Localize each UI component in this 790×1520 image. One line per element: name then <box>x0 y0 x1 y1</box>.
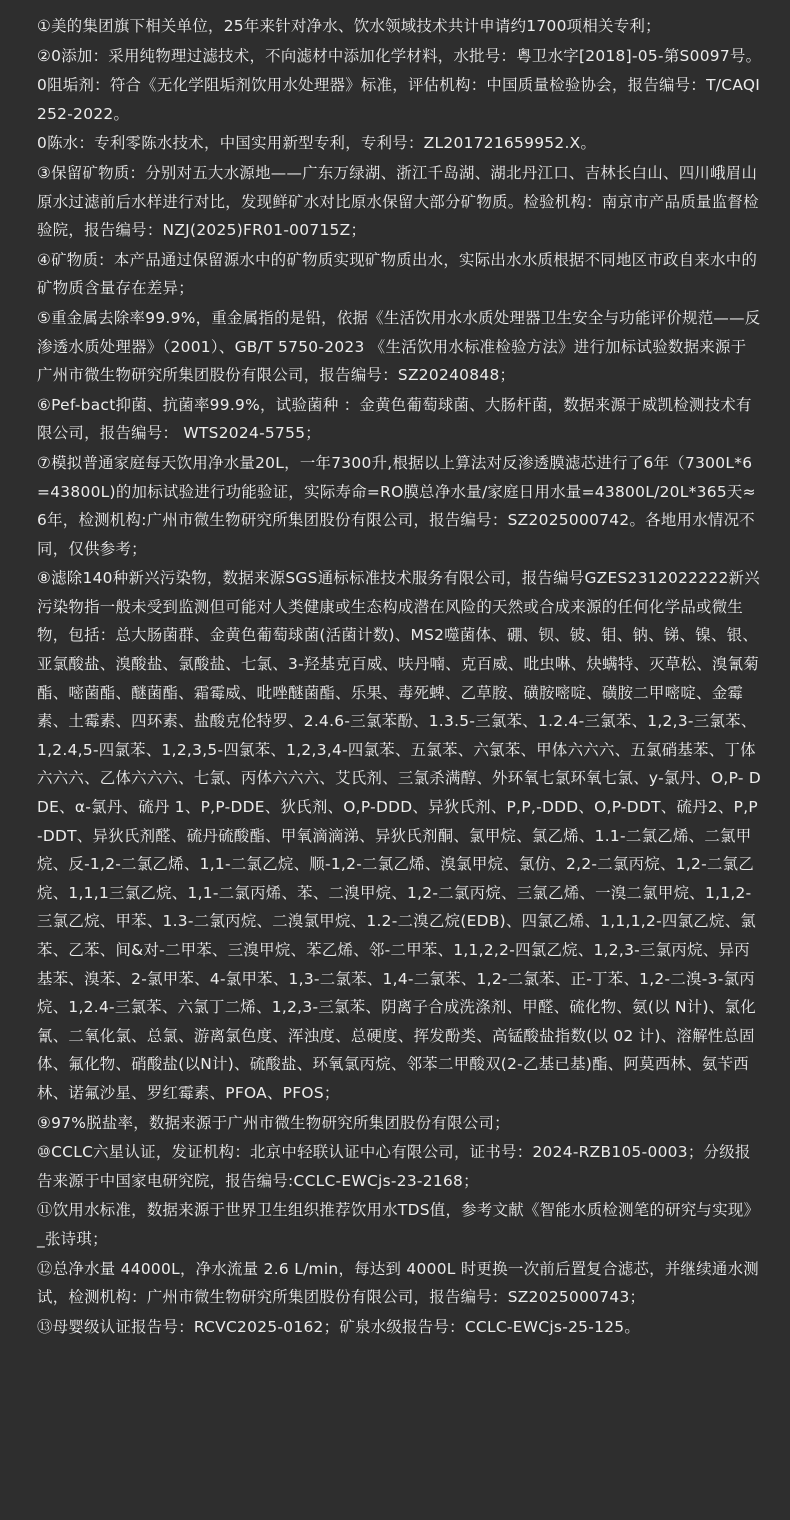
footnote-zero-scale-inhibitor: 0阻垢剂：符合《无化学阻垢剂饮用水处理器》标准，评估机构：中国质量检验协会，报告编号：T/CAQI252-2022。 <box>37 76 761 123</box>
footnote-4-minerals: ④矿物质：本产品通过保留源水中的矿物质实现矿物质出水，实际出水水质根据不同地区市政自来水中的矿物质含量存在差异； <box>37 250 758 298</box>
footnote-8-emerging-contaminants: ⑧滤除140种新兴污染物，数据来源SGS通标标准技术服务有限公司，报告编号GZES2312022222新兴污染物指一般未受到监测但可能对人类健康或生态构成潜在风险的天然或合成来源的任何化学品或微生物，包括：总大肠菌群、金黄色葡萄球菌(活菌计数)、MS2噬菌体、硼、钡、铍、钼、钠、锑、镍、银、亚氯酸盐、溴酸盐、氯酸盐、七氯、3-羟基克百威、呋丹喃、克百威、吡虫啉、炔螨特、灭草松、溴氰菊酯、嘧菌酯、醚菌酯、霜霉威、吡唑醚菌酯、乐果、毒死蜱、乙草胺、磺胺嘧啶、磺胺二甲嘧啶、金霉素、土霉素、四环素、盐酸克伦特罗、2.4.6-三氯苯酚、1.3.5-三氯苯、1.2.4-三氯苯、1,2,3-三氯苯、1,2.4,5-四氯苯、1,2,3,5-四氯苯、1,2,3,4-四氯苯、五氯苯、六氯苯、甲体六六六、五氯硝基苯、丁体六六六、乙体六六六、七氯、丙体六六六、艾氏剂、三氯杀满醇、外环氧七氯环氧七氯、y-氯丹、O,P- DDE、α-氯丹、硫丹 1、P,P-DDE、狄氏剂、O,P-DDD、异狄氏剂、P,P,-DDD、O,P-DDT、硫丹2、P,P-DDT、异狄氏剂醛、硫丹硫酸酯、甲氧滴滴涕、异狄氏剂酮、氯甲烷、氯乙烯、1.1-二氯乙烯、二氯甲烷、反-1,2-二氯乙烯、1,1-二氯乙烷、顺-1,2-二氯乙烯、溴氯甲烷、氯仿、2,2-二氯丙烷、1,2-二氯乙烷、1,1,1三氯乙烷、1,1-二氯丙烯、苯、二溴甲烷、1,2-二氯丙烷、三氯乙烯、一溴二氯甲烷、1,1,2-三氯乙烷、甲苯、1.3-二氯丙烷、二溴氯甲烷、1.2-二溴乙烷(EDB)、四氯乙烯、1,1,1,2-四氯乙烷、氯苯、乙苯、间&对-二甲苯、三溴甲烷、苯乙烯、邻-二甲苯、1,1,2,2-四氯乙烷、1,2,3-三氯丙烷、异丙基苯、溴苯、2-氯甲苯、4-氯甲苯、1,3-二氯苯、1,4-二氯苯、1,2-二氯苯、正-丁苯、1,2-二溴-3-氯丙烷、1,2.4-三氯苯、六氯丁二烯、1,2,3-三氯苯、阴离子合成洗涤剂、甲醛、硫化物、氨(以 N计)、氯化氰、二氧化氯、总氯、游离氯色度、浑浊度、总硬度、挥发酚类、高锰酸盐指数(以 02 计)、溶解性总固体、氟化物、硝酸盐(以N计)、硫酸盐、环氧氯丙烷、邻苯二甲酸双(2-乙基已基)酯、阿莫西林、氨苄西林、诺氟沙星、罗红霉素、PFOA、PFOS； <box>37 569 762 1102</box>
footnote-10-cclc-certification: ⑩CCLC六星认证，发证机构：北京中轻联认证中心有限公司，证书号：2024-RZB105-0003；分级报告来源于中国家电研究院，报告编号:CCLC-EWCjs-23-2168； <box>37 1143 751 1190</box>
footnote-1-patents: ①美的集团旗下相关单位，25年来针对净水、饮水领域技术共计申请约1700项相关专利； <box>37 17 661 35</box>
footnote-12-total-water-volume: ⑫总净水量 44000L，净水流量 2.6 L/min，每达到 4000L 时更换一次前后置复合滤芯，并继续通水测试，检测机构：广州市微生物研究所集团股份有限公司，报告编号：SZ2025000743； <box>37 1259 759 1307</box>
footnote-2-zero-additive: ②0添加：采用纯物理过滤技术，不向滤材中添加化学材料，水批号：粤卫水字[2018]-05-第S0097号。 <box>37 46 762 65</box>
footnote-7-filter-lifespan: ⑦模拟普通家庭每天饮用净水量20L，一年7300升,根据以上算法对反渗透膜滤芯进行了6年（7300L*6=43800L)的加标试验进行功能验证，实际寿命=RO膜总净水量/家庭日用水量=43800L/20L*365天≈6年，检测机构:广州市微生物研究所集团股份有限公司，报告编号：SZ2025000742。各地用水情况不同，仅供参考； <box>37 453 756 558</box>
footnote-13-certification-reports: ⑬母婴级认证报告号：RCVC2025-0162；矿泉水级报告号：CCLC-EWCjs-25-125。 <box>37 1317 641 1336</box>
footnote-zero-stale-water: 0陈水：专利零陈水技术，中国实用新型专利，专利号：ZL201721659952.X。 <box>37 134 597 153</box>
footnote-9-desalination: ⑨97%脱盐率，数据来源于广州市微生物研究所集团股份有限公司； <box>37 1113 510 1132</box>
footnote-6-antibacterial: ⑥Pef-bact抑菌、抗菌率99.9%，试验菌种 ：金黄色葡萄球菌、大肠杆菌，数据来源于威凯检测技术有限公司，报告编号： WTS2024-5755； <box>37 395 752 443</box>
footnote-5-heavy-metal: ⑤重金属去除率99.9%，重金属指的是铅，依据《生活饮用水水质处理器卫生安全与功能评价规范——反渗透水质处理器》（2001）、GB/T 5750-2023 《生活饮用水标准检验方法》进行加标试验数据来源于广州市微生物研究所集团股份有限公司，报告编号：SZ20240848； <box>37 308 761 385</box>
footnote-3-mineral-retention: ③保留矿物质：分别对五大水源地——广东万绿湖、浙江千岛湖、湖北丹江口、吉林长白山、四川峨眉山原水过滤前后水样进行对比，发现鲜矿水对比原水保留大部分矿物质。检验机构：南京市产品质量监督检验院，报告编号：NZJ(2025)FR01-00715Z； <box>37 163 759 240</box>
footnote-11-drinking-standard: ⑪饮用水标准，数据来源于世界卫生组织推荐饮用水TDS值，参考文献《智能水质检测笔的研究与实现》_张诗琪； <box>37 1201 760 1248</box>
